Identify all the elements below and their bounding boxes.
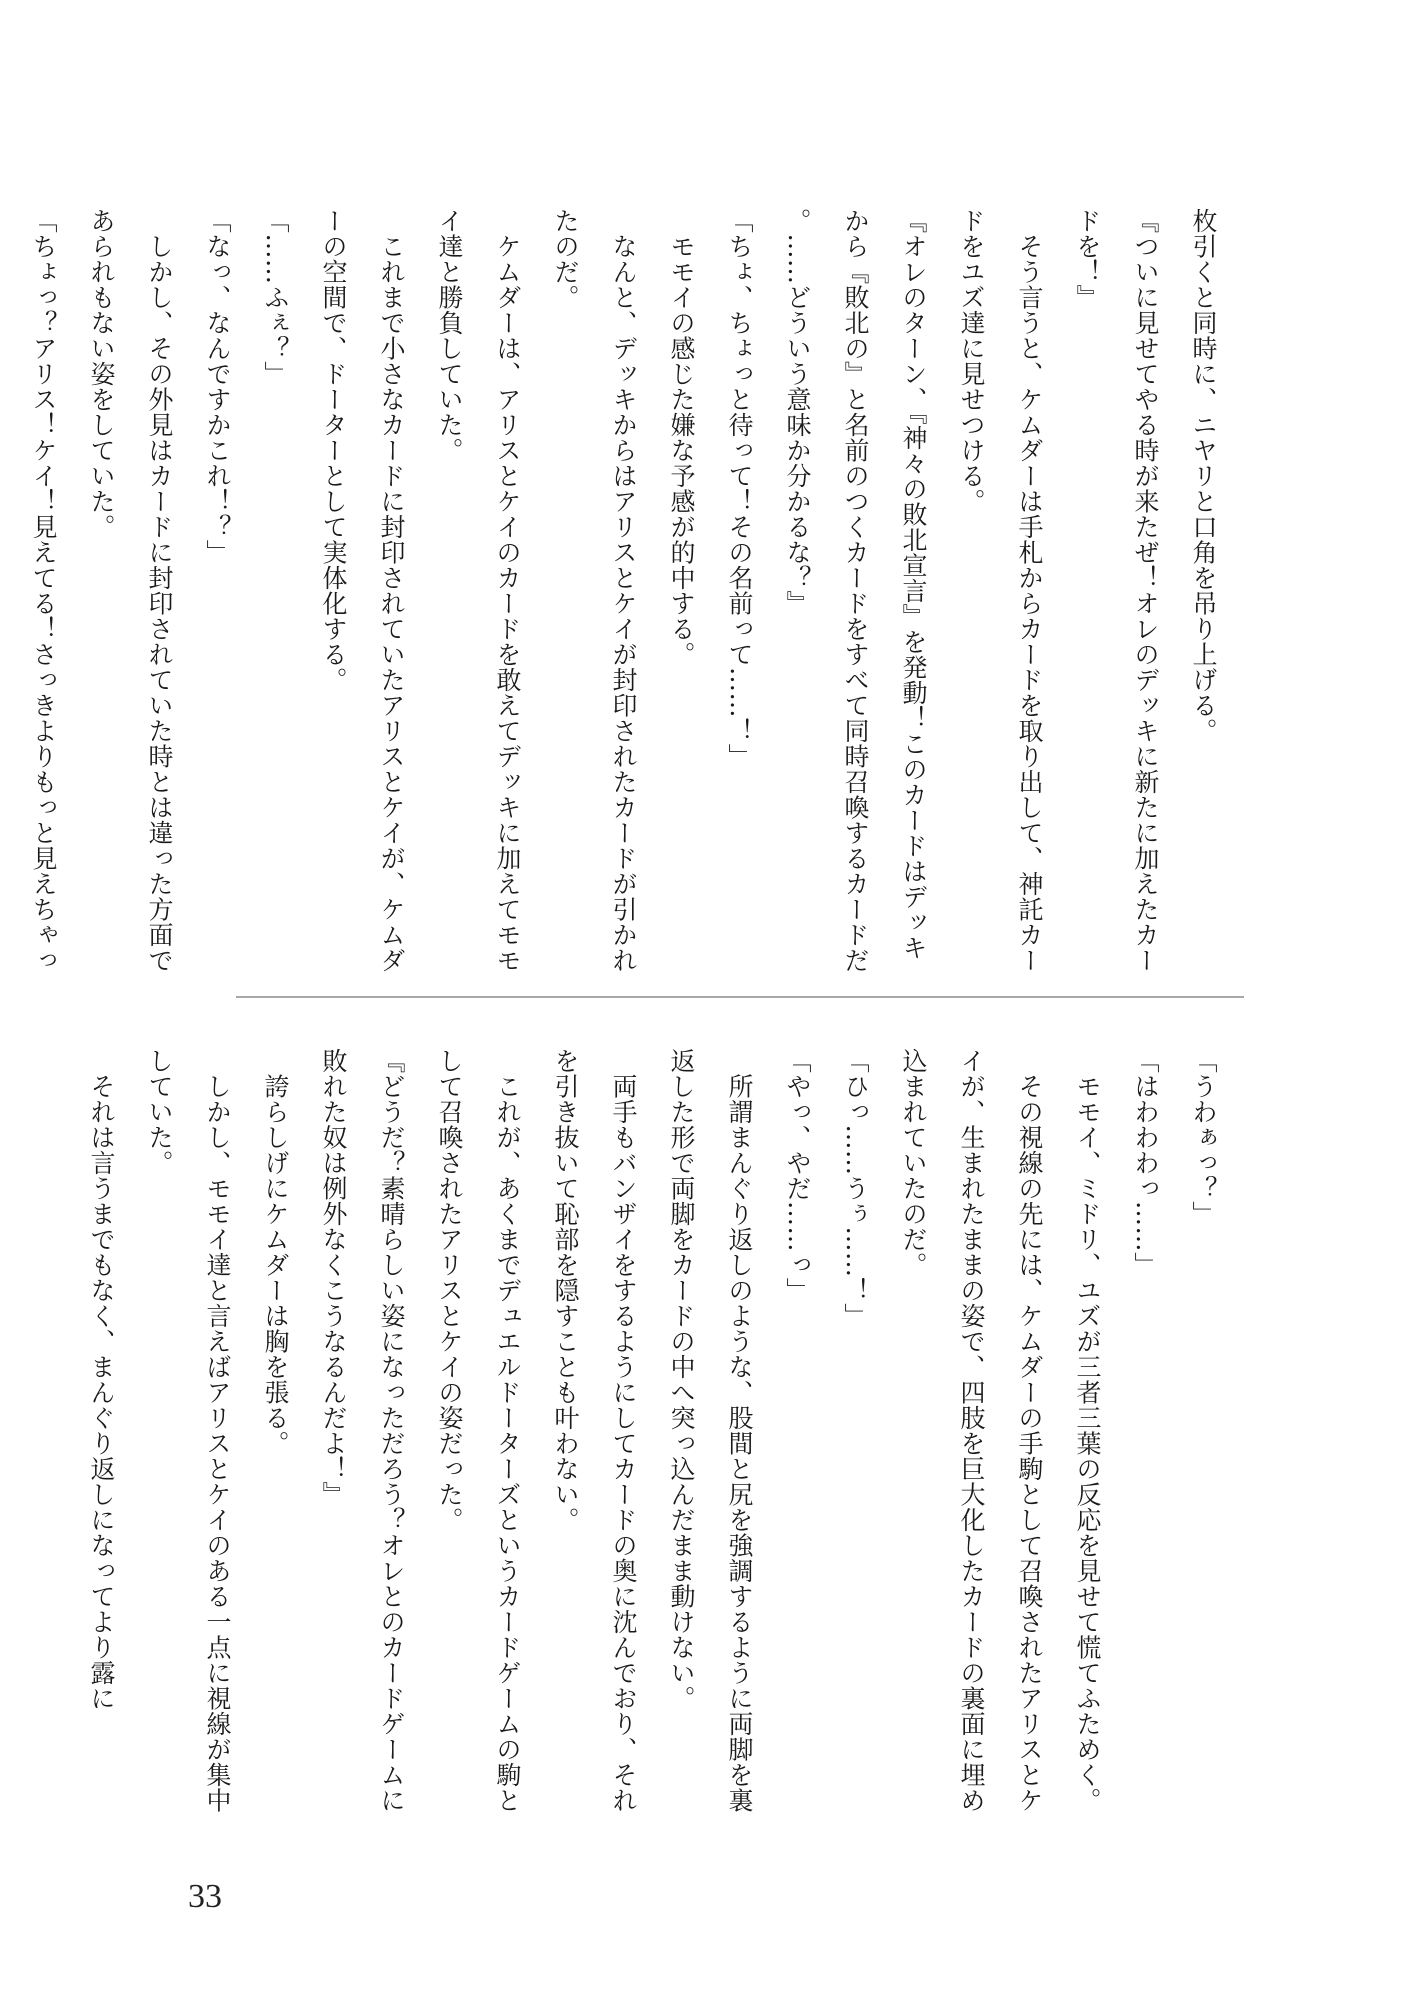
paragraph: 枚引くと同時に、ニヤリと口角を吊り上げる。 [1189,208,1218,744]
paragraph: その視線の先には、ケムダーの手駒として召喚されたアリスとケイが、生まれたままの姿で、四肢を巨大化したカードの裏面に埋め込まれていたのだ。 [899,1048,1044,1813]
paragraph: しかし、モモイ達と言えばアリスとケイのある一点に視線が集中していた。 [145,1048,232,1813]
paragraph: 両手もバンザイをするようにしてカードの奥に沈んでおり、それを引き抜いて恥部を隠すことも叶わない。 [551,1048,638,1813]
paragraph: そう言うと、ケムダーは手札からカードを取り出して、神託カードをユズ達に見せつける。 [957,208,1044,973]
paragraph: 所謂まんぐり返しのような、股間と尻を強調するように両脚を裏返した形で両脚をカードの中へ突っ込んだまま動けない。 [667,1048,754,1813]
bottom-text-section [87,1048,1232,1818]
paragraph: 「なっ、なんですかこれ！？」 [203,208,232,565]
paragraph: 「うわぁっ？」 [1189,1048,1218,1227]
paragraph: ケムダーは、アリスとケイのカードを敢えてデッキに加えてモモイ達と勝負していた。 [435,208,522,973]
paragraph: モモイ、ミドリ、ユズが三者三葉の反応を見せて慌てふためく。 [1073,1048,1102,1813]
paragraph: これが、あくまでデュエルドーターズというカードゲームの駒として召喚されたアリスとケイの姿だった。 [435,1048,522,1813]
paragraph: 「はわわわっ……」 [1131,1048,1160,1278]
paragraph: 「ちょっ？アリス！ケイ！見えてる！さっきよりもっと見えちゃっ [29,208,58,973]
paragraph: しかし、その外見はカードに封印されていた時とは違った方面であられもない姿をしていた。 [87,208,174,973]
paragraph: 「……ふぇ？」 [261,208,290,387]
paragraph: なんと、デッキからはアリスとケイが封印されたカードが引かれたのだ。 [551,208,638,973]
paragraph: 「やっ、やだ……っ」 [783,1048,812,1303]
paragraph: それは言うまでもなく、まんぐり返しになってより露に [87,1048,116,1711]
top-text-section [29,208,1232,978]
paragraph: 『オレのターン、『神々の敗北宣言』を発動！このカードはデッキから『敗北の』と名前のつくカードをすべて同時召喚するカードだ。……どういう意味か分かるな？』 [783,208,928,973]
page-number: 33 [188,1878,222,1915]
section-divider [236,996,1244,998]
paragraph: 『どうだ？素晴らしい姿になっただろう？オレとのカードゲームに敗れた奴は例外なくこうなるんだよ！』 [319,1048,406,1813]
paragraph: これまで小さなカードに封印されていたアリスとケイが、ケムダーの空間で、ドーターとして実体化する。 [319,208,406,973]
paragraph: 「ひっ……うぅ……！」 [841,1048,870,1329]
paragraph: 「ちょ、ちょっと待って！その名前って……！」 [725,208,754,769]
paragraph: モモイの感じた嫌な予感が的中する。 [667,208,696,667]
paragraph: 誇らしげにケムダーは胸を張る。 [261,1048,290,1456]
paragraph: 『ついに見せてやる時が来たぜ！オレのデッキに新たに加えたカードを！』 [1073,208,1160,973]
